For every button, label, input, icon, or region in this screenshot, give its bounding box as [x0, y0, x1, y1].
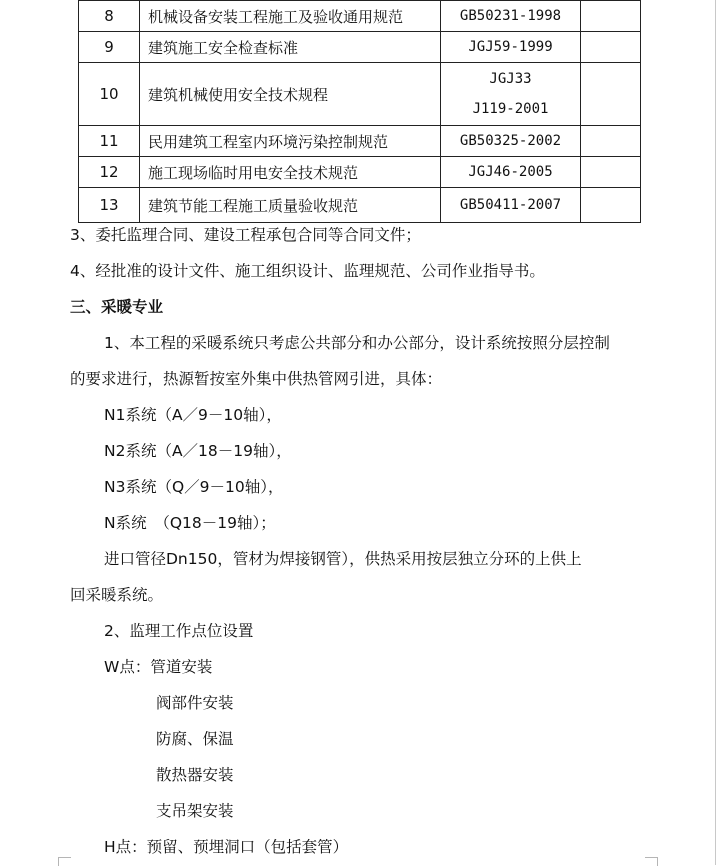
standards-table — [78, 0, 641, 223]
h-point-label: H点：预留、预埋洞口（包括套管） — [104, 838, 349, 856]
w-point-item: 阀部件安装 — [156, 694, 234, 712]
table-row — [79, 63, 641, 126]
system-line: N2系统（A／18－19轴）， — [104, 442, 292, 460]
standard-name: 机械设备安装工程施工及验收通用规范 — [140, 1, 441, 32]
page-edge — [715, 0, 716, 865]
standard-code: GB50411-2007 — [441, 188, 581, 223]
empty-cell — [581, 63, 641, 126]
paragraph-line: 的要求进行，热源暂按室外集中供热管网引进，具体： — [70, 370, 443, 388]
table-row — [79, 1, 641, 32]
row-number: 9 — [79, 32, 140, 63]
section-heading: 三、采暖专业 — [70, 298, 164, 316]
paragraph-line: 1、本工程的采暖系统只考虑公共部分和办公部分，设计系统按照分层控制 — [104, 334, 610, 352]
system-line: N系统 （Q18－19轴）； — [104, 514, 276, 532]
row-number: 10 — [79, 63, 140, 126]
table-row — [79, 126, 641, 157]
paragraph-line: 回采暖系统。 — [70, 586, 164, 604]
standard-code: JGJ33 J119-2001 — [441, 63, 581, 126]
standard-name: 建筑节能工程施工质量验收规范 — [140, 188, 441, 223]
empty-cell — [581, 32, 641, 63]
standard-code: JGJ46-2005 — [441, 157, 581, 188]
row-number: 13 — [79, 188, 140, 223]
paragraph-line: 进口管径Dn150，管材为焊接钢管），供热采用按层独立分环的上供上 — [104, 550, 582, 568]
empty-cell — [581, 1, 641, 32]
standard-code: GB50325-2002 — [441, 126, 581, 157]
empty-cell — [581, 126, 641, 157]
table-row — [79, 32, 641, 63]
subheading: 2、监理工作点位设置 — [104, 622, 254, 640]
w-point-item: 支吊架安装 — [156, 802, 234, 820]
w-point-item: 散热器安装 — [156, 766, 234, 784]
standard-name: 建筑机械使用安全技术规程 — [140, 63, 441, 126]
w-point-item: 防腐、保温 — [156, 730, 234, 748]
row-number: 8 — [79, 1, 140, 32]
standard-name: 施工现场临时用电安全技术规范 — [140, 157, 441, 188]
standard-code: JGJ59-1999 — [441, 32, 581, 63]
basis-item: 4、经批准的设计文件、施工组织设计、监理规范、公司作业指导书。 — [70, 262, 545, 280]
standard-name: 建筑施工安全检查标准 — [140, 32, 441, 63]
basis-item: 3、委托监理合同、建设工程承包合同等合同文件； — [70, 226, 421, 244]
table-row — [79, 157, 641, 188]
system-line: N1系统（A／9－10轴）， — [104, 406, 282, 424]
row-number: 12 — [79, 157, 140, 188]
row-number: 11 — [79, 126, 140, 157]
standard-name: 民用建筑工程室内环境污染控制规范 — [140, 126, 441, 157]
system-line: N3系统（Q／9－10轴）， — [104, 478, 284, 496]
table-row — [79, 188, 641, 223]
standard-code: GB50231-1998 — [441, 1, 581, 32]
empty-cell — [581, 188, 641, 223]
empty-cell — [581, 157, 641, 188]
w-point-label: W点：管道安装 — [104, 658, 213, 676]
